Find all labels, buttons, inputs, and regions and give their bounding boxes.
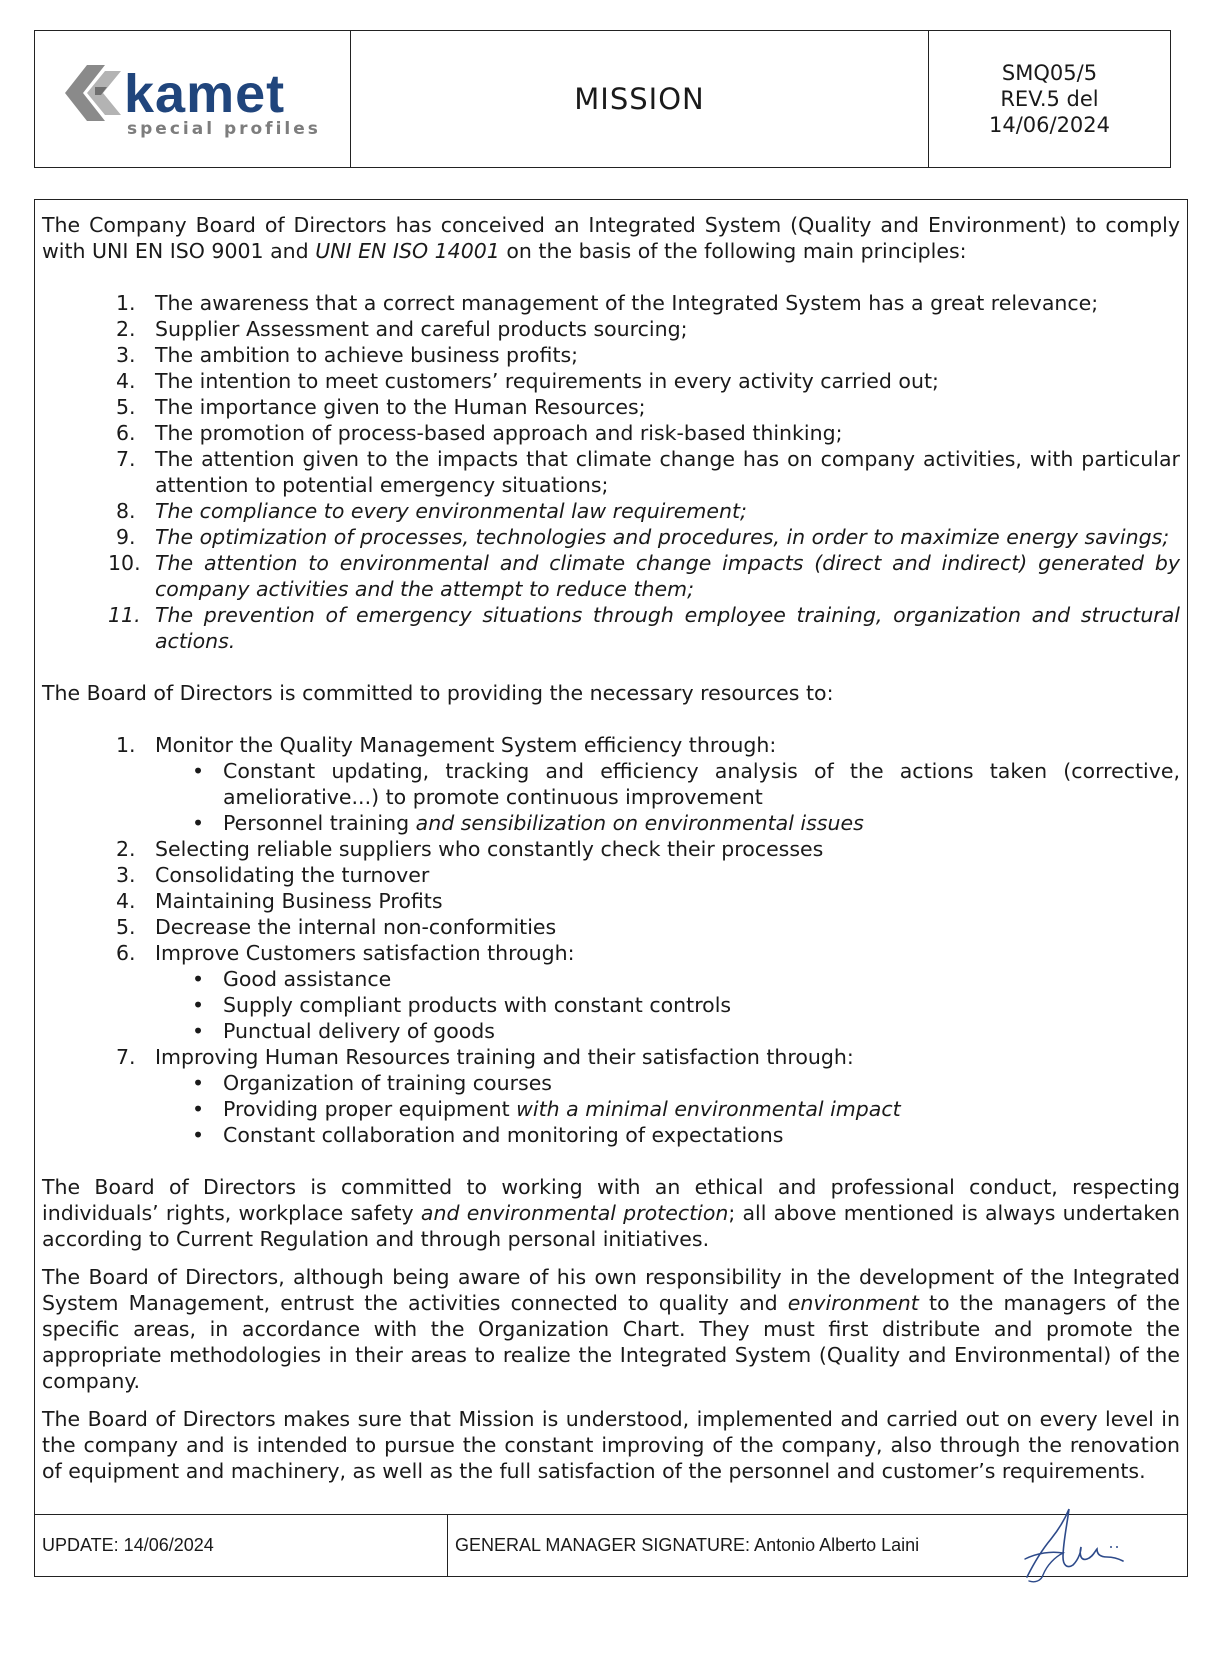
list-item: • Organization of training courses — [42, 1070, 1180, 1096]
intro-paragraph — [42, 212, 1180, 264]
sub-list — [155, 758, 1180, 836]
list-item — [42, 420, 1180, 446]
list-item: • Providing proper equipment with a minimal environmental impact — [42, 1096, 1180, 1122]
list-item — [42, 550, 1180, 602]
list-item — [42, 394, 1180, 420]
mission-paragraph: The Board of Directors makes sure that Mission is understood, implemented and carried out on every level in the company and is intended to pursue the constant improving of the company, also through the renovation of equipment and machinery, as well as the full satisfaction of the personnel and customer’s requirements. — [42, 1407, 1180, 1483]
responsibility-paragraph: The Board of Directors, although being aware of his own responsibility in the development of the Integrated System Management, entrust the activities connected to quality and environment to the managers of the specific areas, in accordance with the Organization Chart. They must first distribute and promote the appropriate methodologies in their areas to realize the Integrated System (Quality and Environmental) of the company. — [42, 1265, 1180, 1393]
update-date: UPDATE: 14/06/2024 — [35, 1515, 448, 1576]
resources-intro: The Board of Directors is committed to providing the necessary resources to: — [42, 681, 834, 705]
list-number: 7. — [116, 447, 136, 471]
logo-wordmark: kamet — [124, 64, 286, 124]
list-text: The attention to environmental and climate change impacts (direct and indirect) generated by company activities and the attempt to reduce them; — [155, 551, 1180, 601]
list-text: The importance given to the Human Resources; — [155, 395, 646, 419]
list-item — [42, 290, 1180, 316]
list-item: • Constant updating, tracking and efficiency analysis of the actions taken (corrective, ameliorative...) to promote continuous improvement — [42, 758, 1180, 810]
resources-list — [42, 732, 1180, 1148]
document-code — [929, 31, 1170, 167]
list-text: The ambition to achieve business profits; — [155, 343, 579, 367]
sub-list — [155, 966, 1180, 1044]
list-item: 6. Improve Customers satisfaction through: • Good assistance • Supply compliant products with constant controls • Punctual delivery of goods — [42, 940, 1180, 1044]
list-item: • Good assistance — [42, 966, 1180, 992]
list-item — [42, 446, 1180, 498]
list-text: The prevention of emergency situations through employee training, organization and structural actions. — [155, 603, 1180, 653]
mission-content — [42, 212, 1180, 1484]
list-number: 4. — [116, 369, 136, 393]
list-item: 7. Improving Human Resources training and their satisfaction through: • Organization of training courses • Providing proper equipment with a minimal environmental impact • Constant collaboration and monitoring of expectations — [42, 1044, 1180, 1148]
list-text: The intention to meet customers’ requirements in every activity carried out; — [155, 369, 939, 393]
list-number: 3. — [116, 343, 136, 367]
document-footer — [35, 1514, 1187, 1576]
list-number: 1. — [116, 291, 136, 315]
company-logo — [35, 31, 351, 167]
list-text: The awareness that a correct management of the Integrated System has a great relevance; — [155, 291, 1099, 315]
list-item — [42, 524, 1180, 550]
list-item — [42, 602, 1180, 654]
signature-label: GENERAL MANAGER SIGNATURE: Antonio Alberto Laini — [455, 1535, 920, 1555]
document-date: 14/06/2024 — [988, 113, 1111, 137]
list-item — [42, 368, 1180, 394]
document-body — [34, 199, 1188, 1577]
list-text: The optimization of processes, technologies and procedures, in order to maximize energy savings; — [155, 525, 1170, 549]
list-item: 3. Consolidating the turnover — [116, 863, 430, 887]
list-text: Supplier Assessment and careful products sourcing; — [155, 317, 688, 341]
list-item: 4. Maintaining Business Profits — [116, 889, 443, 913]
list-item: • Personnel training and sensibilization on environmental issues — [42, 810, 1180, 836]
list-number: 5. — [116, 395, 136, 419]
intro-text-3: on the basis of the following main principles: — [499, 239, 967, 263]
document-title: MISSION — [351, 31, 929, 167]
document-header — [34, 30, 1171, 168]
list-number: 9. — [116, 525, 136, 549]
list-item — [42, 342, 1180, 368]
list-item — [42, 498, 1180, 524]
list-item: • Constant collaboration and monitoring of expectations — [42, 1122, 1180, 1148]
list-number: 2. — [116, 317, 136, 341]
intro-text-1: The Company Board of Directors has conceived an Integrated System (Quality and Environment) to comply with UNI EN ISO 9001 and — [42, 213, 1180, 263]
list-text: The promotion of process-based approach and risk-based thinking; — [155, 421, 843, 445]
document-code-id: SMQ05/5 — [1001, 61, 1098, 85]
intro-text-iso14001: UNI EN ISO 14001 — [315, 239, 500, 263]
list-item — [42, 316, 1180, 342]
list-number: 10. — [108, 551, 141, 575]
list-item: 1. Monitor the Quality Management System efficiency through: • Constant updating, tracking and efficiency analysis of the actions taken (corrective, ameliorative...) to promote continuous improvement • Personnel training and sensibilization on environmental issues — [42, 732, 1180, 836]
kamet-logo-mark-icon — [65, 65, 123, 121]
principles-list — [42, 290, 1180, 654]
list-number: 11. — [108, 603, 141, 627]
ethics-paragraph: The Board of Directors is committed to working with an ethical and professional conduct, respecting individuals’ rights, workplace safety and environmental protection; all above mentioned is always undertaken according to Current Regulation and through personal initiatives. — [42, 1175, 1180, 1251]
document-revision: REV.5 del — [1000, 87, 1099, 111]
signature-field — [448, 1515, 1187, 1576]
list-number: 6. — [116, 421, 136, 445]
logo-tagline: special profiles — [127, 119, 321, 139]
list-number: 8. — [116, 499, 136, 523]
list-text: The compliance to every environmental law requirement; — [155, 499, 747, 523]
list-item: 5. Decrease the internal non-conformities — [116, 915, 557, 939]
list-text: The attention given to the impacts that climate change has on company activities, with particular attention to potential emergency situations; — [155, 447, 1180, 497]
list-item: • Supply compliant products with constant controls — [42, 992, 1180, 1018]
handwritten-signature-icon — [1007, 1495, 1127, 1585]
list-item: • Punctual delivery of goods — [42, 1018, 1180, 1044]
sub-list — [155, 1070, 1180, 1148]
list-item: 2. Selecting reliable suppliers who constantly check their processes — [116, 837, 824, 861]
